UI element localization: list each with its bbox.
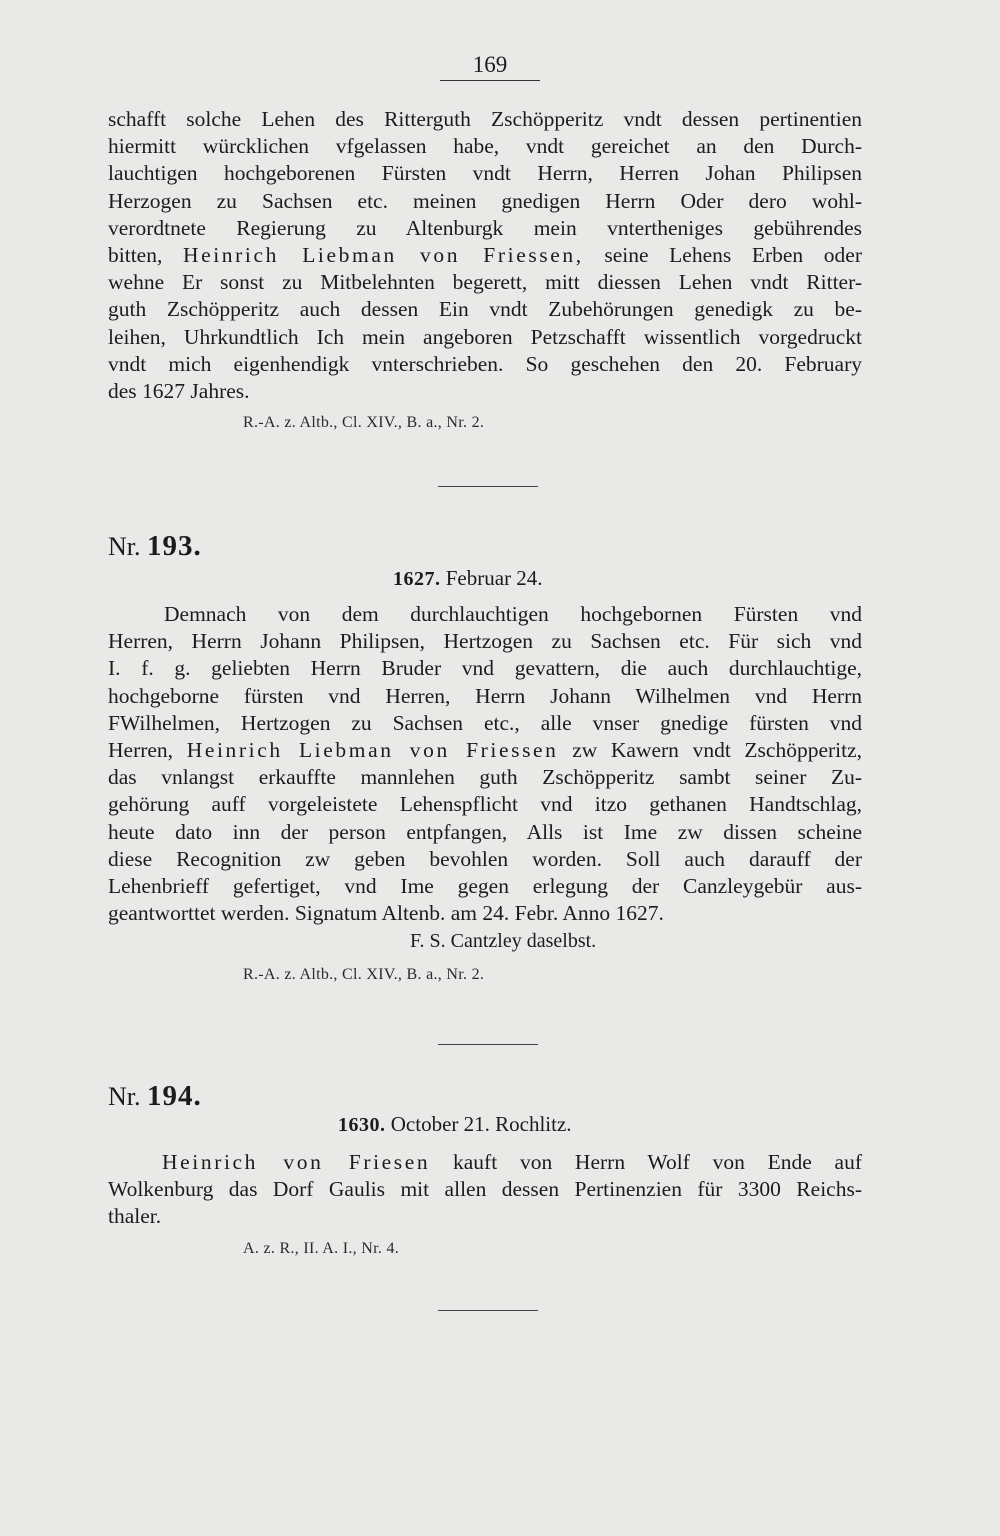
text-segment: bitten, bbox=[108, 242, 163, 267]
nr-label: Nr. bbox=[108, 1082, 141, 1111]
text-line: heute dato inn der person entpfangen, Alls ist Ime zw dissen scheine bbox=[108, 819, 862, 844]
person-name-spaced: Heinrich Liebman von Friessen bbox=[186, 737, 559, 762]
person-name-spaced: Heinrich von Friesen bbox=[162, 1150, 431, 1174]
text-line: guth Zschöpperitz auch dessen Ein vndt Zubehörungen genedigk zu be- bbox=[108, 297, 862, 322]
text-line bbox=[108, 1149, 862, 1176]
text-line: das vnlangst erkauffte mannlehen guth Zschöpperitz sambt seiner Zu- bbox=[108, 765, 862, 790]
nr-number: 194. bbox=[147, 1080, 202, 1112]
text-segment: zw Kawern vndt Zschöpperitz, bbox=[572, 737, 863, 762]
text-line: I. f. g. geliebten Herrn Bruder vnd gevattern, die auch durchlauchtige, bbox=[108, 656, 862, 681]
text-line: Wolkenburg das Dorf Gaulis mit allen dessen Pertinenzien für 3300 Reichs- bbox=[108, 1177, 862, 1202]
text-line: geantworttet werden. Signatum Altenb. am 24. Febr. Anno 1627. bbox=[108, 901, 664, 926]
text-line: schafft solche Lehen des Ritterguth Zschöpperitz vndt dessen pertinentien bbox=[108, 107, 862, 131]
date-year: 1627. bbox=[393, 568, 441, 590]
person-name-spaced: Heinrich Liebman von Friessen, bbox=[182, 242, 584, 267]
text-line: diese Recognition zw geben bevohlen worden. Soll auch darauff der bbox=[108, 846, 862, 871]
separator-rule bbox=[438, 1044, 538, 1045]
text-line: Demnach von dem durchlauchtigen hochgebornen Fürsten vnd bbox=[164, 602, 862, 626]
doc192-citation: R.-A. z. Altb., Cl. XIV., B. a., Nr. 2. bbox=[243, 414, 485, 431]
doc194-text bbox=[108, 1149, 862, 1231]
doc194-heading bbox=[108, 1080, 202, 1113]
doc194-dateline bbox=[338, 1112, 572, 1137]
text-line: vndt mich eigenhendigk vnterschrieben. So geschehen den 20. February bbox=[108, 351, 862, 376]
doc194-citation: A. z. R., II. A. I., Nr. 4. bbox=[243, 1240, 400, 1257]
text-line: hochgeborne fürsten vnd Herren, Herrn Johann Wilhelmen vnd Herrn bbox=[108, 683, 862, 708]
text-line: wehne Er sonst zu Mitbelehnten begerett, mitt diessen Lehen vndt Ritter- bbox=[108, 270, 862, 295]
doc193-citation: R.-A. z. Altb., Cl. XIV., B. a., Nr. 2. bbox=[243, 966, 485, 983]
text-line: hiermitt würcklichen vfgelassen habe, vndt gereichet an den Durch- bbox=[108, 134, 862, 159]
separator-rule bbox=[438, 1310, 538, 1311]
text-line: lauchtigen hochgeborenen Fürsten vndt Herrn, Herren Johan Philipsen bbox=[108, 161, 862, 186]
doc193-heading bbox=[108, 530, 202, 563]
text-line: thaler. bbox=[108, 1204, 162, 1229]
date-day: Februar 24. bbox=[445, 566, 543, 590]
doc193-text bbox=[108, 601, 862, 927]
text-line: des 1627 Jahres. bbox=[108, 378, 250, 403]
nr-label: Nr. bbox=[108, 532, 141, 561]
date-year: 1630. bbox=[338, 1114, 386, 1136]
text-segment: Herren, bbox=[108, 737, 174, 762]
text-line bbox=[108, 737, 862, 764]
nr-number: 193. bbox=[147, 530, 202, 562]
date-day: October 21. bbox=[390, 1112, 490, 1136]
text-line: Lehenbrieff gefertiget, vnd Ime gegen erlegung der Canzleygebür aus- bbox=[108, 873, 862, 898]
doc192-text bbox=[108, 106, 862, 405]
text-line: leihen, Uhrkundtlich Ich mein angeboren Petzschafft wissentlich vorgedruckt bbox=[108, 324, 862, 349]
page-number: 169 bbox=[440, 52, 540, 81]
text-line: Herzogen zu Sachsen etc. meinen gnedigen Herrn Oder dero wohl- bbox=[108, 188, 862, 213]
text-segment: kauft von Herrn Wolf von Ende auf bbox=[453, 1150, 863, 1174]
text-line: verordtnete Regierung zu Altenburgk mein vntertheniges gebührendes bbox=[108, 215, 862, 240]
doc193-signature: F. S. Cantzley daselbst. bbox=[410, 930, 597, 952]
text-line: gehörung auff vorgeleistete Lehenspflicht vnd itzo gethanen Handtschlag, bbox=[108, 792, 862, 817]
text-line: FWilhelmen, Hertzogen zu Sachsen etc., alle vnser gnedige fürsten vnd bbox=[108, 710, 862, 735]
text-segment: seine Lehens Erben oder bbox=[604, 242, 863, 267]
text-line bbox=[108, 242, 862, 269]
doc193-dateline bbox=[393, 566, 543, 591]
separator-rule bbox=[438, 486, 538, 487]
text-line: Herren, Herrn Johann Philipsen, Hertzogen zu Sachsen etc. Für sich vnd bbox=[108, 629, 862, 654]
date-place: Rochlitz. bbox=[495, 1112, 572, 1136]
